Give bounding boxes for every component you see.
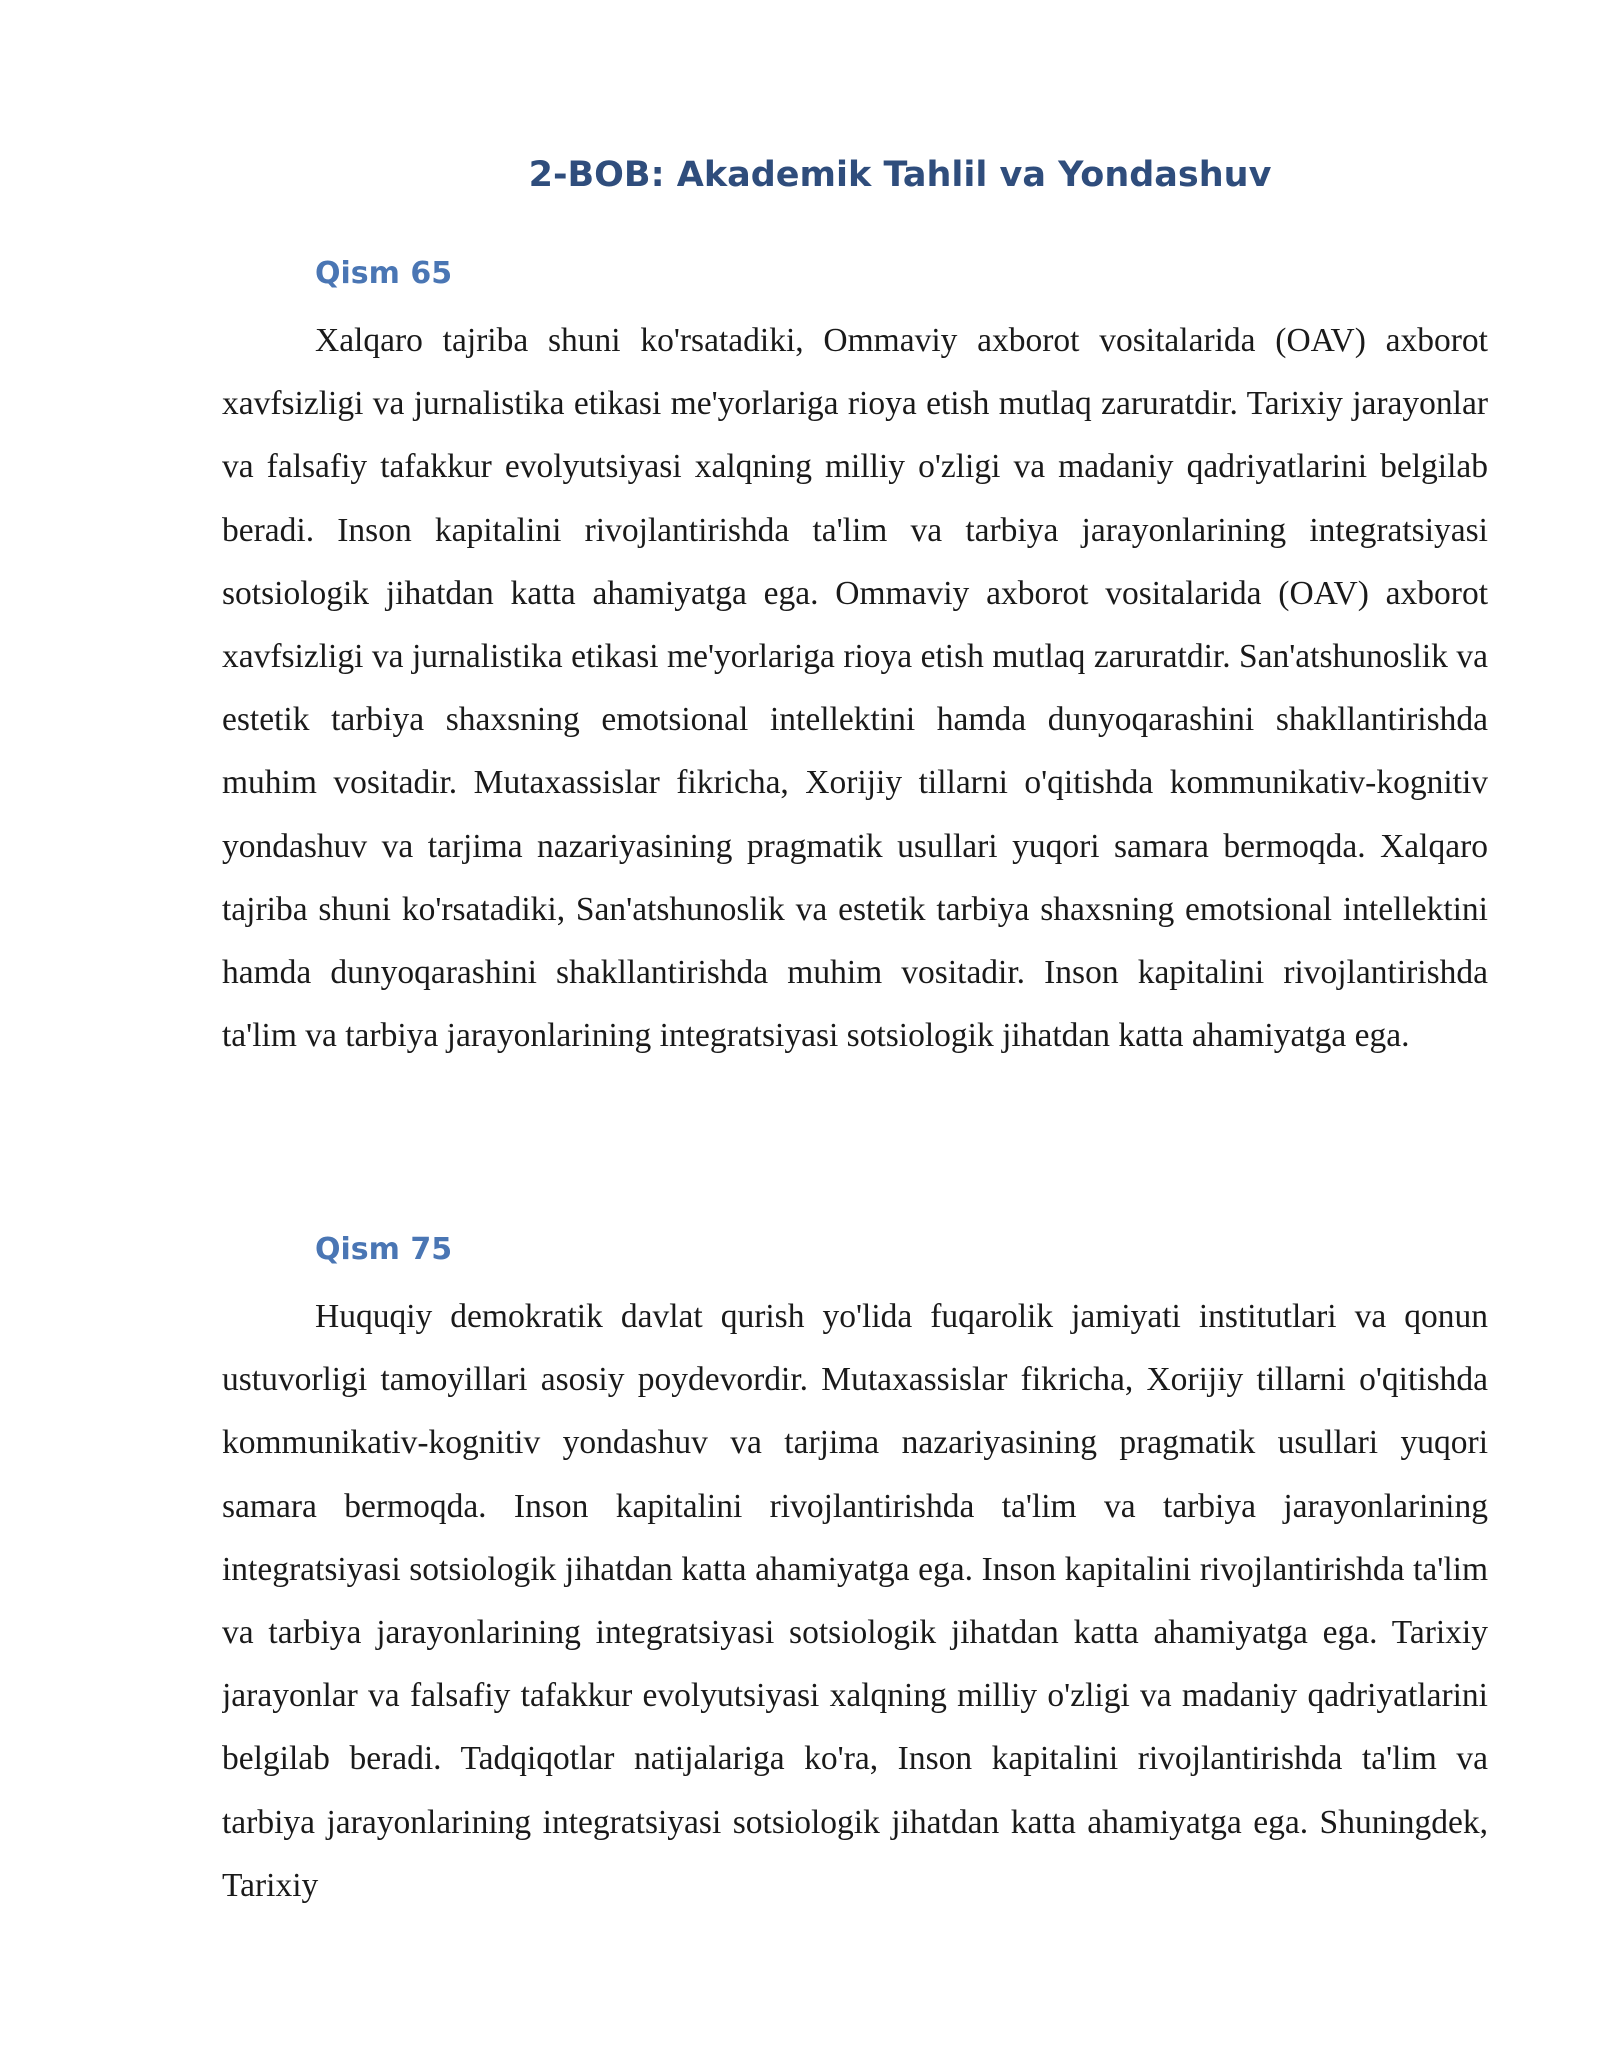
section-heading-qism-65: Qism 65 — [315, 256, 453, 291]
section-heading-qism-75: Qism 75 — [315, 1232, 453, 1267]
section-paragraph-qism-65: Xalqaro tajriba shuni ko'rsatadiki, Ommaviy axborot vositalarida (OAV) axborot xavfsizligi va jurnalistika etikasi me'yorlariga rioya etish mutlaq zaruratdir. Tarixiy jarayonlar va falsafiy tafakkur evolyutsiyasi xalqning milliy o'zligi va madaniy qadriyatlarini belgilab beradi. Inson kapitalini rivojlantirishda ta'lim va tarbiya jarayonlarining integratsiyasi sotsiologik jihatdan katta ahamiyatga ega. Ommaviy axborot vositalarida (OAV) axborot xavfsizligi va jurnalistika etikasi me'yorlariga rioya etish mutlaq zaruratdir. San'atshunoslik va estetik tarbiya shaxsning emotsional intellektini hamda dunyoqarashini shakllantirishda muhim vositadir. Mutaxassislar fikricha, Xorijiy tillarni o'qitishda kommunikativ-kognitiv yondashuv va tarjima nazariyasining pragmatik usullari yuqori samara bermoqda. Xalqaro tajriba shuni ko'rsatadiki, San'atshunoslik va estetik tarbiya shaxsning emotsional intellektini hamda dunyoqarashini shakllantirishda muhim vositadir. Inson kapitalini rivojlantirishda ta'lim va tarbiya jarayonlarining integratsiyasi sotsiologik jihatdan katta ahamiyatga ega. — [222, 322, 1488, 1055]
section-paragraph-qism-75: Huquqiy demokratik davlat qurish yo'lida fuqarolik jamiyati institutlari va qonun ustuvorligi tamoyillari asosiy poydevordir. Mutaxassislar fikricha, Xorijiy tillarni o'qitishda kommunikativ-kognitiv yondashuv va tarjima nazariyasining pragmatik usullari yuqori samara bermoqda. Inson kapitalini rivojlantirishda ta'lim va tarbiya jarayonlarining integratsiyasi sotsiologik jihatdan katta ahamiyatga ega. Inson kapitalini rivojlantirishda ta'lim va tarbiya jarayonlarining integratsiyasi sotsiologik jihatdan katta ahamiyatga ega. Tarixiy jarayonlar va falsafiy tafakkur evolyutsiyasi xalqning milliy o'zligi va madaniy qadriyatlarini belgilab beradi. Tadqiqotlar natijalariga ko'ra, Inson kapitalini rivojlantirishda ta'lim va tarbiya jarayonlarining integratsiyasi sotsiologik jihatdan katta ahamiyatga ega. Shuningdek, Tarixiy — [222, 1298, 1488, 1904]
chapter-title: 2-BOB: Akademik Tahlil va Yondashuv — [528, 155, 1272, 195]
